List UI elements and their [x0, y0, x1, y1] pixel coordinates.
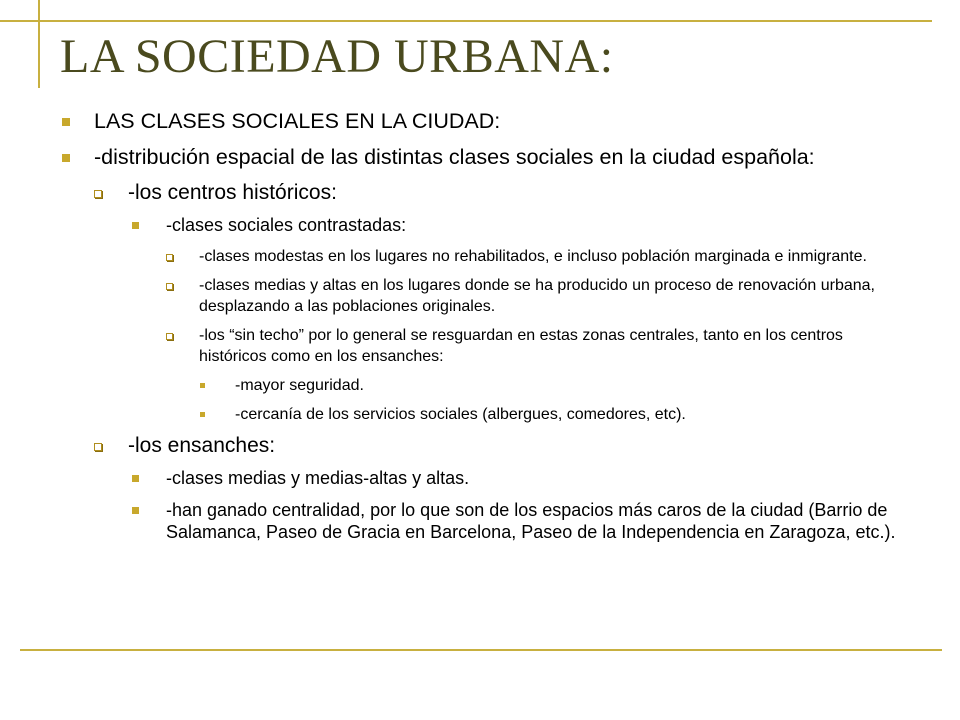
filled-square-bullet-icon: [132, 222, 139, 229]
slide-body: [54, 108, 914, 549]
hollow-square-bullet-icon: [94, 190, 102, 198]
filled-square-bullet-icon: [200, 412, 205, 417]
list-item: [54, 275, 914, 317]
list-item-text: -distribución espacial de las distintas clases sociales en la ciudad española:: [94, 145, 815, 169]
list-item: [54, 467, 914, 489]
top-divider-line: [0, 20, 932, 22]
bottom-divider-line: [20, 649, 942, 651]
left-vertical-accent-line: [38, 0, 40, 88]
list-item-text: -clases modestas en los lugares no rehabilitados, e incluso población marginada e inmigrante.: [199, 248, 867, 265]
filled-square-bullet-icon: [62, 118, 70, 126]
list-item: [54, 499, 914, 543]
list-item: [54, 214, 914, 236]
filled-square-bullet-icon: [132, 475, 139, 482]
filled-square-bullet-icon: [132, 507, 139, 514]
list-item-text: -mayor seguridad.: [235, 377, 364, 394]
hollow-square-bullet-icon: [166, 283, 173, 290]
hollow-square-bullet-icon: [166, 254, 173, 261]
list-item-text: LAS CLASES SOCIALES EN LA CIUDAD:: [94, 109, 501, 133]
list-item-text: -han ganado centralidad, por lo que son de los espacios más caros de la ciudad (Barrio de Salamanca, Paseo de Gracia en Barcelona, Paseo de la Independencia en Zaragoza, etc.).: [166, 500, 896, 542]
filled-square-bullet-icon: [62, 154, 70, 162]
list-item-text: -cercanía de los servicios sociales (albergues, comedores, etc).: [235, 406, 686, 423]
filled-square-bullet-icon: [200, 383, 205, 388]
list-item: [54, 325, 914, 367]
list-item: [54, 144, 914, 171]
list-item: [54, 404, 914, 425]
list-item: [54, 375, 914, 396]
list-item: [54, 108, 914, 135]
list-item-text: -clases medias y medias-altas y altas.: [166, 468, 470, 488]
list-item-text: -clases sociales contrastadas:: [166, 215, 407, 235]
hollow-square-bullet-icon: [94, 443, 102, 451]
list-item: [54, 433, 914, 458]
list-item-text: -los centros históricos:: [128, 181, 337, 204]
list-item-text: -clases medias y altas en los lugares donde se ha producido un proceso de renovación urbana, desplazando a las poblaciones originales.: [199, 277, 875, 315]
list-item-text: -los “sin techo” por lo general se resguardan en estas zonas centrales, tanto en los centros históricos como en los ensanches:: [199, 327, 843, 365]
list-item-text: -los ensanches:: [128, 434, 276, 457]
hollow-square-bullet-icon: [166, 333, 173, 340]
slide-title: LA SOCIEDAD URBANA:: [60, 30, 614, 83]
list-item: [54, 246, 914, 267]
list-item: [54, 180, 914, 205]
